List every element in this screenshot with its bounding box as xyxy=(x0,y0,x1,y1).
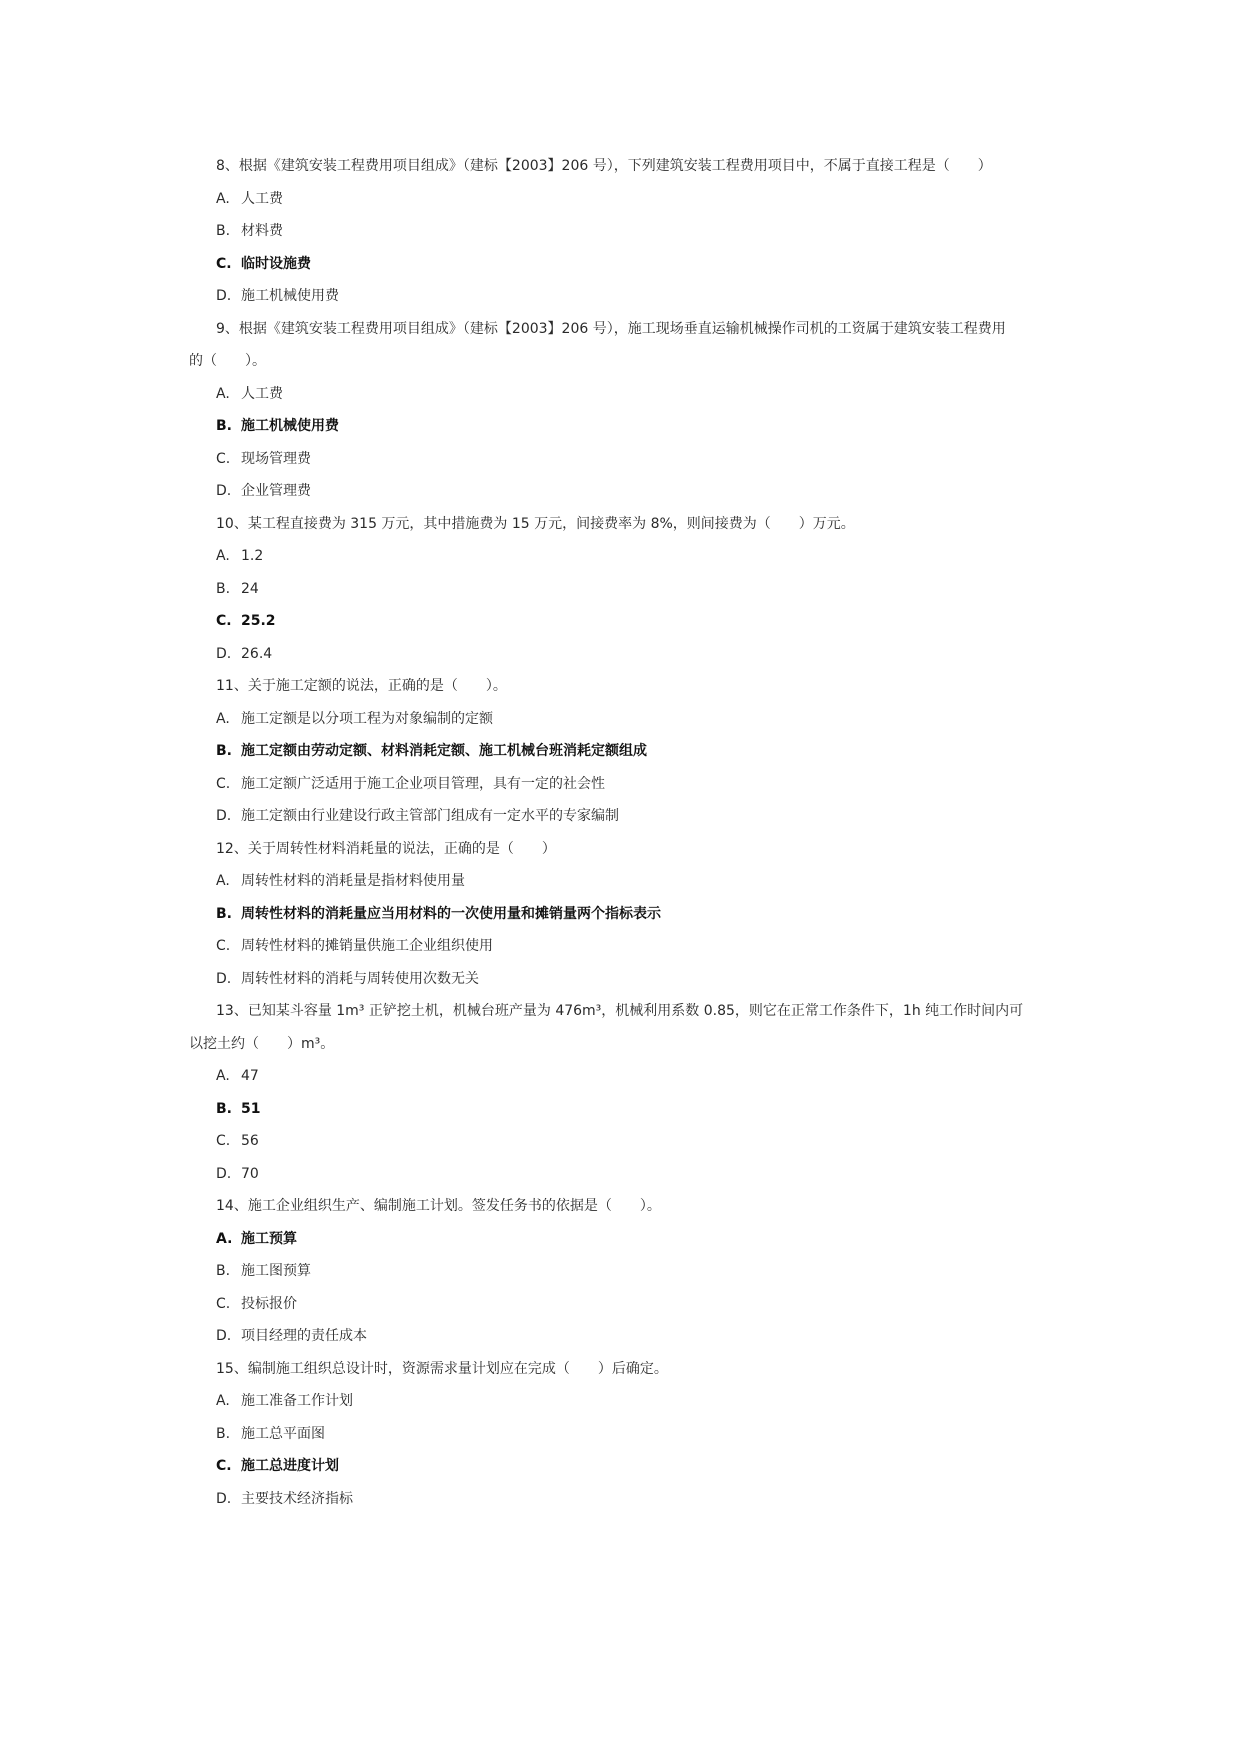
option-letter: C. xyxy=(216,775,231,792)
option-letter: C. xyxy=(216,1295,231,1312)
option xyxy=(189,638,1059,671)
option-letter: C. xyxy=(216,1458,232,1474)
option-text: 施工预算 xyxy=(241,1230,297,1247)
option xyxy=(189,768,1059,801)
option-text: 施工定额由劳动定额、材料消耗定额、施工机械台班消耗定额组成 xyxy=(241,743,647,759)
option-text: 24 xyxy=(241,580,259,597)
option xyxy=(189,1385,1059,1418)
question-stem: 13、已知某斗容量 1m³ 正铲挖土机，机械台班产量为 476m³，机械利用系数 0.85，则它在正常工作条件下，1h 纯工作时间内可 xyxy=(216,1003,1024,1019)
question-block xyxy=(189,150,1059,313)
option-letter: B. xyxy=(216,905,232,922)
option-letter: D. xyxy=(216,288,232,304)
option-text: 主要技术经济指标 xyxy=(241,1490,353,1507)
option-letter: D. xyxy=(216,1328,232,1344)
option-text: 施工定额由行业建设行政主管部门组成有一定水平的专家编制 xyxy=(241,808,619,824)
question-stem: 10、某工程直接费为 315 万元，其中措施费为 15 万元，间接费率为 8%，则间接费为（ ）万元。 xyxy=(216,515,855,532)
option-letter: B. xyxy=(216,743,232,759)
option-letter: A. xyxy=(216,710,230,727)
answer-option xyxy=(189,1223,1059,1256)
question-block xyxy=(189,1353,1059,1516)
option-letter: D. xyxy=(216,970,232,987)
option-letter: A. xyxy=(216,1230,233,1247)
option-text: 1.2 xyxy=(241,548,264,564)
option-letter: A. xyxy=(216,385,230,402)
option-letter: D. xyxy=(216,483,232,499)
option-text: 施工总进度计划 xyxy=(241,1458,339,1474)
option-text: 25.2 xyxy=(241,613,276,629)
option xyxy=(189,443,1059,476)
option xyxy=(189,703,1059,736)
option-text: 47 xyxy=(241,1068,259,1084)
question-block xyxy=(189,995,1059,1190)
answer-option xyxy=(189,605,1059,638)
question-block xyxy=(189,670,1059,833)
answer-option xyxy=(189,735,1059,768)
option-text: 周转性材料的摊销量供施工企业组织使用 xyxy=(241,938,493,954)
answer-option xyxy=(189,1093,1059,1126)
question-stem: 以挖土约（ ）m³。 xyxy=(189,1035,335,1052)
option xyxy=(189,1255,1059,1288)
option-text: 项目经理的责任成本 xyxy=(241,1328,367,1344)
option xyxy=(189,1125,1059,1158)
option-text: 投标报价 xyxy=(241,1295,297,1312)
option xyxy=(189,1483,1059,1516)
question-block xyxy=(189,1190,1059,1353)
option-letter: A. xyxy=(216,190,230,207)
option-letter: C. xyxy=(216,613,232,629)
option-letter: A. xyxy=(216,1393,230,1409)
option-text: 施工准备工作计划 xyxy=(241,1393,353,1409)
option-text: 施工机械使用费 xyxy=(241,418,339,434)
option xyxy=(189,183,1059,216)
option-letter: B. xyxy=(216,418,232,434)
option-letter: A. xyxy=(216,873,230,889)
option xyxy=(189,1060,1059,1093)
option-letter: D. xyxy=(216,1165,232,1182)
option-text: 51 xyxy=(241,1100,261,1117)
option-text: 人工费 xyxy=(241,385,283,402)
question-stem: 9、根据《建筑安装工程费用项目组成》（建标【2003】206 号），施工现场垂直运输机械操作司机的工资属于建筑安装工程费用 xyxy=(216,320,1006,337)
option-letter: C. xyxy=(216,1133,231,1149)
option xyxy=(189,865,1059,898)
question-stem: 11、关于施工定额的说法，正确的是（ ）。 xyxy=(216,678,507,694)
question-block xyxy=(189,313,1059,508)
option-text: 临时设施费 xyxy=(241,255,311,272)
question-block xyxy=(189,833,1059,996)
option-text: 施工定额是以分项工程为对象编制的定额 xyxy=(241,710,493,727)
option-letter: A. xyxy=(216,1068,230,1084)
option-text: 材料费 xyxy=(241,223,283,239)
option-letter: B. xyxy=(216,1100,232,1117)
question-stem: 15、编制施工组织总设计时，资源需求量计划应在完成（ ）后确定。 xyxy=(216,1360,668,1377)
option xyxy=(189,1320,1059,1353)
option-text: 周转性材料的消耗量是指材料使用量 xyxy=(241,873,465,889)
option-letter: C. xyxy=(216,450,231,467)
answer-option xyxy=(189,410,1059,443)
question-stem: 14、施工企业组织生产、编制施工计划。签发任务书的依据是（ ）。 xyxy=(216,1198,661,1214)
option xyxy=(189,1158,1059,1191)
option-text: 70 xyxy=(241,1165,259,1182)
option xyxy=(189,540,1059,573)
option-letter: B. xyxy=(216,1263,231,1279)
option xyxy=(189,800,1059,833)
option-letter: C. xyxy=(216,255,232,272)
answer-option xyxy=(189,248,1059,281)
option-text: 施工图预算 xyxy=(241,1263,311,1279)
option-text: 现场管理费 xyxy=(241,450,311,467)
question-block xyxy=(189,508,1059,671)
option xyxy=(189,378,1059,411)
option xyxy=(189,1288,1059,1321)
option-letter: B. xyxy=(216,1425,231,1442)
option xyxy=(189,215,1059,248)
option-letter: B. xyxy=(216,580,231,597)
option-text: 人工费 xyxy=(241,190,283,207)
option-letter: D. xyxy=(216,808,232,824)
option-text: 周转性材料的消耗量应当用材料的一次使用量和摊销量两个指标表示 xyxy=(241,905,661,922)
answer-option xyxy=(189,898,1059,931)
option-letter: D. xyxy=(216,645,232,662)
option-letter: A. xyxy=(216,548,230,564)
option xyxy=(189,963,1059,996)
option xyxy=(189,1418,1059,1451)
option xyxy=(189,280,1059,313)
question-stem: 12、关于周转性材料消耗量的说法，正确的是（ ） xyxy=(216,840,556,857)
option-text: 56 xyxy=(241,1133,259,1149)
option-text: 26.4 xyxy=(241,645,273,662)
option-letter: D. xyxy=(216,1490,232,1507)
option xyxy=(189,475,1059,508)
option xyxy=(189,573,1059,606)
option-letter: B. xyxy=(216,223,231,239)
option-text: 周转性材料的消耗与周转使用次数无关 xyxy=(241,970,479,987)
option xyxy=(189,930,1059,963)
question-stem: 的（ ）。 xyxy=(189,353,266,369)
option-letter: C. xyxy=(216,938,231,954)
option-text: 施工定额广泛适用于施工企业项目管理，具有一定的社会性 xyxy=(241,775,605,792)
option-text: 施工机械使用费 xyxy=(241,288,339,304)
question-list xyxy=(189,150,1059,1515)
option-text: 施工总平面图 xyxy=(241,1425,325,1442)
question-stem: 8、根据《建筑安装工程费用项目组成》（建标【2003】206 号），下列建筑安装工程费用项目中，不属于直接工程是（ ） xyxy=(216,158,992,174)
answer-option xyxy=(189,1450,1059,1483)
option-text: 企业管理费 xyxy=(241,483,311,499)
